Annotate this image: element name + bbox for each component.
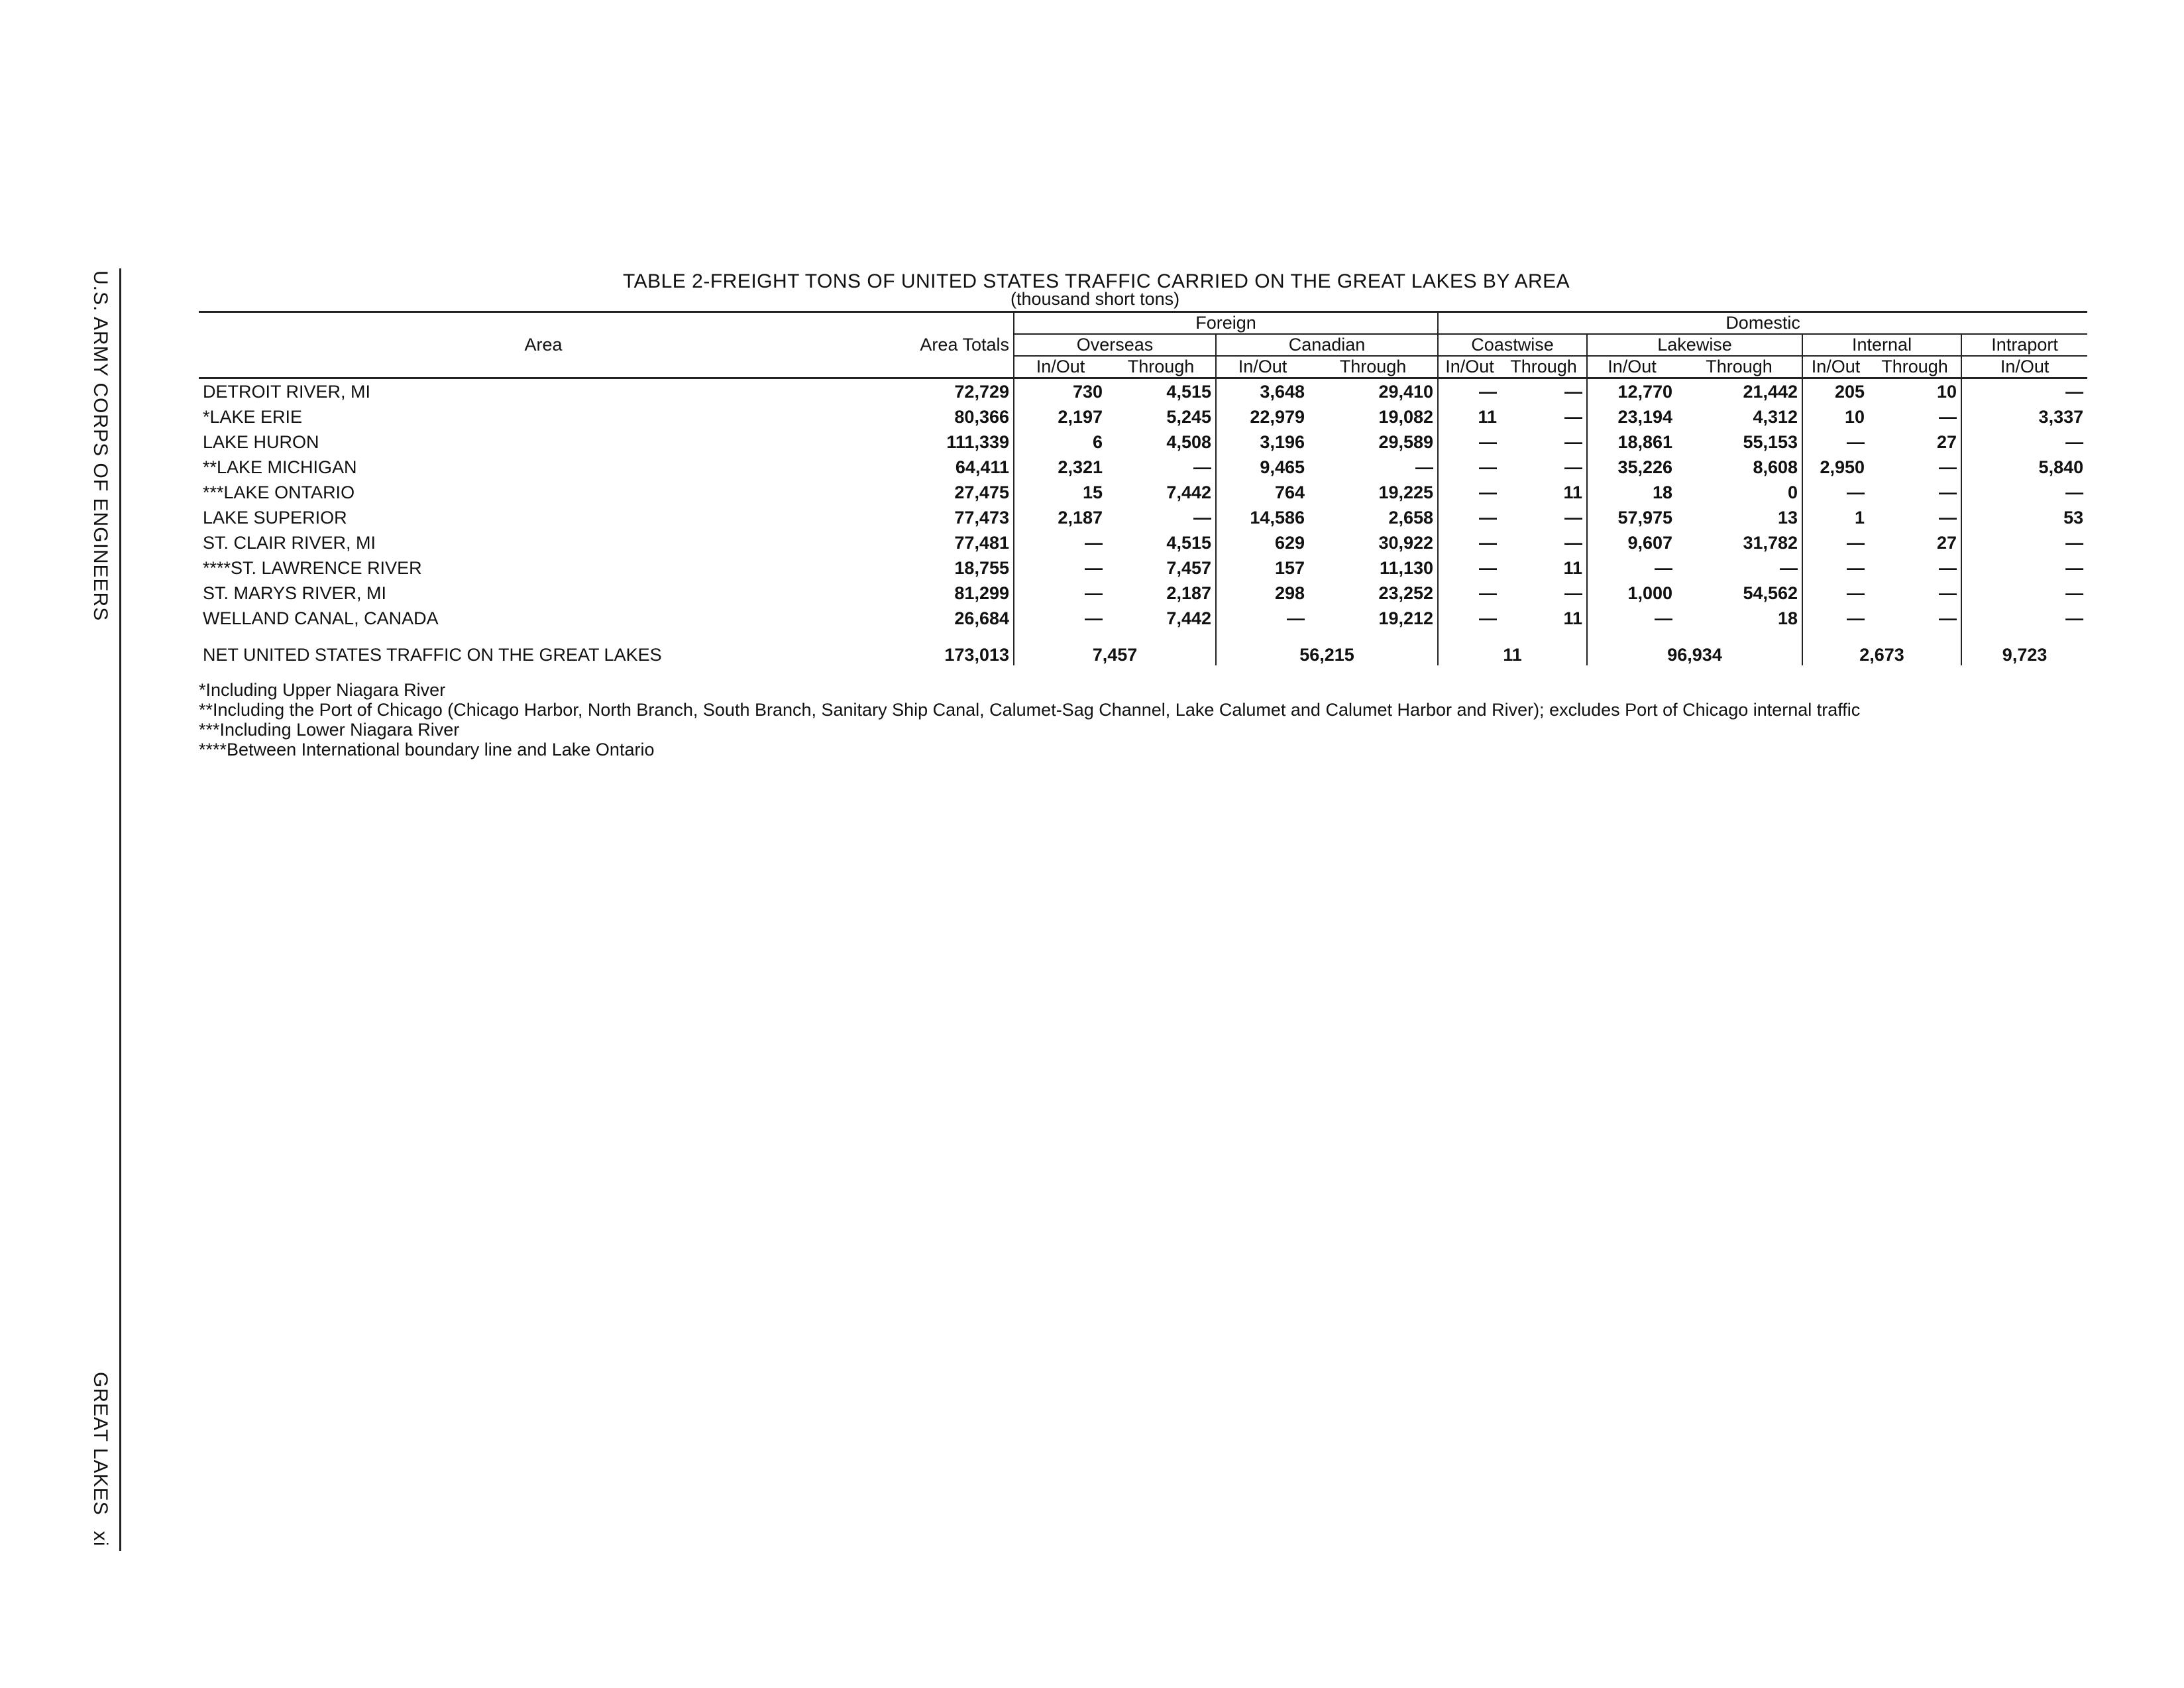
cell-overseas-in-out: 6: [1014, 429, 1107, 455]
cell-overseas-through: 2,187: [1166, 583, 1211, 603]
net-label: NET UNITED STATES TRAFFIC ON THE GREAT LAKES: [203, 645, 662, 665]
cell-coastwise-through: 11: [1563, 608, 1583, 628]
table-row: [199, 581, 2087, 606]
cell-coastwise-in-out: —: [1438, 480, 1501, 505]
cell-coastwise-through: —: [1501, 378, 1587, 405]
net-internal: 2,673: [1802, 631, 1961, 665]
footnote: *Including Upper Niagara River: [199, 680, 446, 700]
cell-coastwise-through: —: [1564, 406, 1583, 427]
header-domestic: Domestic: [1438, 312, 2087, 335]
table-row: [199, 429, 2087, 455]
header-area: Area: [199, 312, 888, 378]
cell-coastwise-through: —: [1564, 431, 1583, 452]
header-overseas-through: Through: [1107, 356, 1216, 378]
table-row: [199, 606, 2087, 631]
header-foreign: Foreign: [1014, 312, 1438, 335]
header-internal-through: Through: [1869, 356, 1961, 378]
cell-internal-through: 27: [1937, 431, 1957, 452]
cell-overseas-through: 7,442: [1166, 608, 1211, 628]
cell-coastwise-through: 11: [1563, 557, 1583, 578]
row-total: 77,473: [954, 507, 1009, 528]
cell-internal-through: 10: [1869, 378, 1961, 405]
cell-coastwise-through: —: [1564, 583, 1583, 603]
cell-internal-in-out: 1: [1802, 505, 1869, 530]
cell-lakewise-through: 54,562: [1743, 583, 1798, 603]
table-row: [199, 530, 2087, 555]
row-total: 18,755: [954, 557, 1009, 578]
cell-internal-through: —: [1939, 557, 1957, 578]
cell-lakewise-through: 55,153: [1743, 431, 1798, 452]
net-overseas: 7,457: [1014, 631, 1216, 665]
header-coastwise-in-out: In/Out: [1438, 356, 1501, 378]
cell-internal-in-out: —: [1802, 606, 1869, 631]
table-row: [199, 455, 2087, 480]
footnote: ***Including Lower Niagara River: [199, 720, 460, 740]
cell-canadian-in-out: 14,586: [1216, 505, 1309, 530]
cell-lakewise-in-out: 9,607: [1587, 530, 1676, 555]
table-row: [199, 505, 2087, 530]
row-area: DETROIT RIVER, MI: [199, 378, 888, 405]
header-overseas-in-out: In/Out: [1014, 356, 1107, 378]
cell-coastwise-through: —: [1564, 532, 1583, 553]
cell-intraport-in-out: —: [1961, 429, 2087, 455]
cell-lakewise-through: 31,782: [1743, 532, 1798, 553]
row-total: 27,475: [954, 482, 1009, 502]
row-area: ST. MARYS RIVER, MI: [203, 583, 387, 603]
row-area: **LAKE MICHIGAN: [203, 457, 357, 477]
cell-canadian-in-out: —: [1216, 606, 1309, 631]
row-area: ST. CLAIR RIVER, MI: [203, 532, 376, 553]
cell-intraport-in-out: —: [1961, 581, 2087, 606]
header-overseas: Overseas: [1014, 334, 1216, 356]
header-coastwise-through: Through: [1501, 356, 1587, 378]
cell-overseas-in-out: —: [1014, 606, 1107, 631]
cell-canadian-through: 29,589: [1378, 431, 1434, 452]
cell-lakewise-through: 4,312: [1753, 406, 1798, 427]
net-total-row: [199, 631, 2087, 665]
cell-canadian-through: 23,252: [1378, 583, 1434, 603]
cell-intraport-in-out: 53: [1961, 505, 2087, 530]
net-canadian: 56,215: [1216, 631, 1438, 665]
net-coastwise: 11: [1438, 631, 1587, 665]
cell-intraport-in-out: —: [1961, 606, 2087, 631]
cell-lakewise-in-out: 18: [1587, 480, 1676, 505]
cell-canadian-through: 19,225: [1378, 482, 1434, 502]
table-row: [199, 404, 2087, 429]
cell-coastwise-in-out: —: [1438, 455, 1501, 480]
row-total: 64,411: [955, 457, 1009, 477]
cell-internal-in-out: —: [1802, 480, 1869, 505]
cell-canadian-in-out: 157: [1216, 555, 1309, 581]
cell-coastwise-in-out: —: [1438, 581, 1501, 606]
cell-coastwise-in-out: 11: [1438, 404, 1501, 429]
cell-coastwise-in-out: —: [1438, 505, 1501, 530]
row-total: 26,684: [954, 608, 1009, 628]
cell-lakewise-in-out: 18,861: [1587, 429, 1676, 455]
cell-coastwise-in-out: —: [1438, 530, 1501, 555]
cell-overseas-in-out: —: [1014, 581, 1107, 606]
cell-lakewise-through: 8,608: [1753, 457, 1798, 477]
row-area: ****ST. LAWRENCE RIVER: [203, 557, 422, 578]
cell-intraport-in-out: —: [1961, 530, 2087, 555]
header-canadian-in-out: In/Out: [1216, 356, 1309, 378]
cell-coastwise-through: —: [1564, 457, 1583, 477]
cell-canadian-through: 19,212: [1378, 608, 1434, 628]
cell-lakewise-in-out: 12,770: [1587, 378, 1676, 405]
row-area: WELLAND CANAL, CANADA: [203, 608, 439, 628]
row-area: LAKE SUPERIOR: [203, 507, 347, 528]
footnote: **Including the Port of Chicago (Chicago Harbor, North Branch, South Branch, Sanitary Ship Canal, Calumet-Sag Channel, Lake Calumet and Calumet Harbor and River); excludes Port of Chicago internal traffic: [199, 700, 1861, 720]
cell-canadian-in-out: 22,979: [1216, 404, 1309, 429]
sidebar-agency-text: U.S. ARMY CORPS OF ENGINEERS: [89, 270, 111, 622]
cell-coastwise-in-out: —: [1438, 606, 1501, 631]
cell-intraport-in-out: —: [1961, 480, 2087, 505]
cell-overseas-in-out: —: [1014, 530, 1107, 555]
cell-canadian-in-out: 298: [1216, 581, 1309, 606]
header-lakewise-in-out: In/Out: [1587, 356, 1676, 378]
cell-canadian-through: 19,082: [1378, 406, 1434, 427]
cell-intraport-in-out: 5,840: [1961, 455, 2087, 480]
cell-internal-through: —: [1939, 482, 1957, 502]
cell-internal-through: —: [1939, 608, 1957, 628]
cell-canadian-in-out: 3,648: [1216, 378, 1309, 405]
cell-internal-through: 27: [1937, 532, 1957, 553]
cell-overseas-through: —: [1193, 507, 1211, 528]
cell-lakewise-in-out: 57,975: [1587, 505, 1676, 530]
header-intraport: Intraport: [1961, 334, 2087, 356]
cell-overseas-in-out: 2,321: [1014, 455, 1107, 480]
cell-intraport-in-out: —: [1961, 378, 2087, 405]
sidebar-section-text: GREAT LAKES: [89, 1372, 111, 1516]
header-intraport-in-out: In/Out: [1961, 356, 2087, 378]
cell-internal-through: —: [1939, 406, 1957, 427]
cell-coastwise-in-out: —: [1438, 378, 1501, 405]
table-subtitle: (thousand short tons): [1010, 289, 1180, 309]
row-total: 80,366: [954, 406, 1009, 427]
cell-lakewise-through: 21,442: [1676, 378, 1802, 405]
cell-internal-in-out: —: [1802, 429, 1869, 455]
cell-overseas-through: 4,508: [1166, 431, 1211, 452]
cell-internal-through: —: [1939, 507, 1957, 528]
row-total: 77,481: [954, 532, 1009, 553]
page-number: xi: [89, 1531, 111, 1547]
freight-table: [199, 311, 2087, 665]
cell-lakewise-in-out: —: [1587, 555, 1676, 581]
row-area: *LAKE ERIE: [203, 406, 303, 427]
cell-internal-in-out: —: [1802, 581, 1869, 606]
cell-coastwise-through: 11: [1563, 482, 1583, 502]
cell-overseas-through: —: [1193, 457, 1211, 477]
cell-intraport-in-out: 3,337: [1961, 404, 2087, 429]
header-lakewise: Lakewise: [1587, 334, 1802, 356]
cell-overseas-through: 5,245: [1166, 406, 1211, 427]
cell-canadian-through: 30,922: [1378, 532, 1434, 553]
row-total: 81,299: [954, 583, 1009, 603]
cell-canadian-through: 29,410: [1309, 378, 1438, 405]
row-area: ***LAKE ONTARIO: [203, 482, 355, 502]
table-row: [199, 555, 2087, 581]
cell-coastwise-in-out: —: [1438, 429, 1501, 455]
header-canadian: Canadian: [1216, 334, 1438, 356]
cell-lakewise-through: —: [1780, 557, 1798, 578]
sidebar-rule: [119, 268, 121, 1551]
cell-internal-in-out: —: [1802, 530, 1869, 555]
header-internal: Internal: [1802, 334, 1961, 356]
cell-canadian-in-out: 3,196: [1216, 429, 1309, 455]
cell-canadian-through: 11,130: [1379, 557, 1434, 578]
net-total: 173,013: [944, 645, 1009, 665]
footnote: ****Between International boundary line and Lake Ontario: [199, 740, 655, 760]
header-internal-in-out: In/Out: [1802, 356, 1869, 378]
cell-internal-through: —: [1939, 457, 1957, 477]
cell-overseas-in-out: 2,187: [1014, 505, 1107, 530]
header-area-totals: Area Totals: [888, 312, 1014, 378]
cell-overseas-through: 4,515: [1166, 532, 1211, 553]
net-intraport: 9,723: [1961, 631, 2087, 665]
cell-overseas-through: 7,457: [1166, 557, 1211, 578]
cell-coastwise-in-out: —: [1438, 555, 1501, 581]
cell-overseas-in-out: 2,197: [1014, 404, 1107, 429]
cell-lakewise-in-out: 35,226: [1587, 455, 1676, 480]
cell-internal-in-out: 2,950: [1802, 455, 1869, 480]
cell-intraport-in-out: —: [1961, 555, 2087, 581]
cell-canadian-in-out: 629: [1216, 530, 1309, 555]
cell-lakewise-in-out: 1,000: [1587, 581, 1676, 606]
table-title: TABLE 2-FREIGHT TONS OF UNITED STATES TRAFFIC CARRIED ON THE GREAT LAKES BY AREA: [623, 270, 1570, 292]
cell-lakewise-through: 18: [1778, 608, 1798, 628]
cell-canadian-through: 2,658: [1388, 507, 1434, 528]
cell-internal-in-out: 205: [1802, 378, 1869, 405]
cell-canadian-through: —: [1415, 457, 1434, 477]
cell-overseas-in-out: 730: [1014, 378, 1107, 405]
cell-overseas-in-out: —: [1014, 555, 1107, 581]
cell-overseas-through: 4,515: [1107, 378, 1216, 405]
cell-lakewise-in-out: —: [1587, 606, 1676, 631]
table-row: [199, 480, 2087, 505]
document-body: [199, 270, 2084, 760]
net-lakewise: 96,934: [1587, 631, 1802, 665]
row-total: 111,339: [946, 431, 1009, 452]
row-total: 72,729: [888, 378, 1014, 405]
cell-lakewise-through: 0: [1788, 482, 1798, 502]
header-canadian-through: Through: [1309, 356, 1438, 378]
cell-coastwise-through: —: [1564, 507, 1583, 528]
table-row: [199, 378, 2087, 405]
row-area: LAKE HURON: [203, 431, 319, 452]
cell-internal-through: —: [1939, 583, 1957, 603]
header-coastwise: Coastwise: [1438, 334, 1587, 356]
footnotes: [199, 680, 2021, 760]
cell-canadian-in-out: 764: [1216, 480, 1309, 505]
header-lakewise-through: Through: [1676, 356, 1802, 378]
cell-overseas-through: 7,442: [1166, 482, 1211, 502]
cell-canadian-in-out: 9,465: [1216, 455, 1309, 480]
cell-internal-in-out: 10: [1802, 404, 1869, 429]
cell-overseas-in-out: 15: [1014, 480, 1107, 505]
cell-internal-in-out: —: [1802, 555, 1869, 581]
cell-lakewise-through: 13: [1778, 507, 1798, 528]
cell-lakewise-in-out: 23,194: [1587, 404, 1676, 429]
